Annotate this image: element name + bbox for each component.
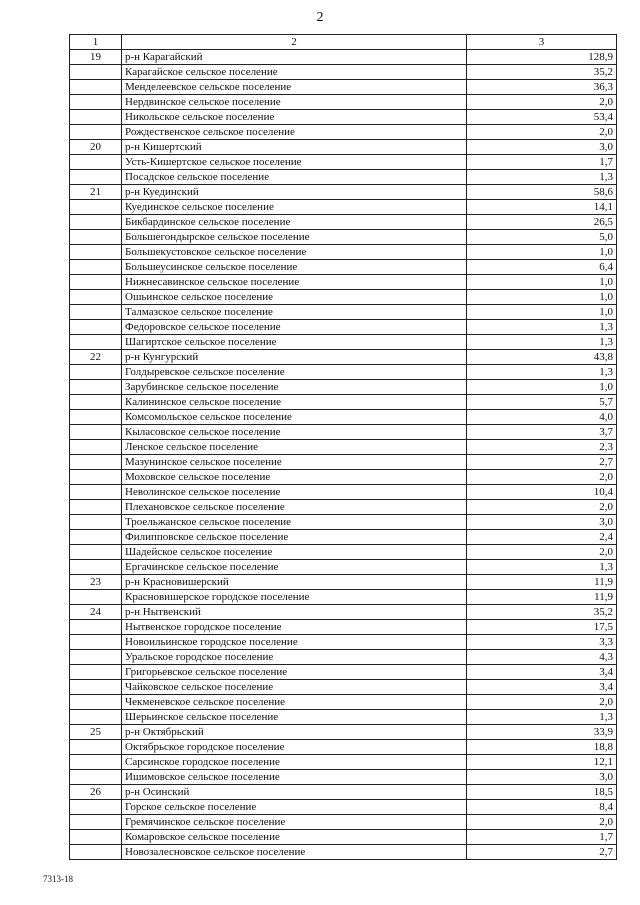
table-row xyxy=(70,560,617,575)
row-value: 4,3 xyxy=(467,650,617,665)
row-name: Новоильинское городское поселение xyxy=(122,635,467,650)
table-row xyxy=(70,755,617,770)
row-name: Шадейское сельское поселение xyxy=(122,545,467,560)
row-value: 1,0 xyxy=(467,380,617,395)
row-name: Комаровское сельское поселение xyxy=(122,830,467,845)
row-value: 6,4 xyxy=(467,260,617,275)
row-name: Горское сельское поселение xyxy=(122,800,467,815)
row-number xyxy=(70,425,122,440)
table-row xyxy=(70,830,617,845)
table-row xyxy=(70,95,617,110)
row-number xyxy=(70,710,122,725)
row-name: Ошьинское сельское поселение xyxy=(122,290,467,305)
table-row xyxy=(70,470,617,485)
row-name: Новозалесновское сельское поселение xyxy=(122,845,467,860)
header-col-3: 3 xyxy=(467,35,617,50)
row-name: р-н Красновишерский xyxy=(122,575,467,590)
table-row xyxy=(70,350,617,365)
row-number xyxy=(70,95,122,110)
table-row xyxy=(70,425,617,440)
table-row xyxy=(70,65,617,80)
row-number xyxy=(70,515,122,530)
row-name: Калининское сельское поселение xyxy=(122,395,467,410)
row-value: 11,9 xyxy=(467,590,617,605)
row-value: 53,4 xyxy=(467,110,617,125)
row-name: Уральское городское поселение xyxy=(122,650,467,665)
table-row xyxy=(70,365,617,380)
row-name: Неволинское сельское поселение xyxy=(122,485,467,500)
row-value: 35,2 xyxy=(467,65,617,80)
row-number: 20 xyxy=(70,140,122,155)
row-value: 1,3 xyxy=(467,335,617,350)
row-name: Григорьевское сельское поселение xyxy=(122,665,467,680)
row-value: 10,4 xyxy=(467,485,617,500)
table-row xyxy=(70,605,617,620)
row-value: 1,3 xyxy=(467,320,617,335)
row-name: Рождественское сельское поселение xyxy=(122,125,467,140)
row-number xyxy=(70,455,122,470)
row-number xyxy=(70,485,122,500)
row-name: Менделеевское сельское поселение xyxy=(122,80,467,95)
table-row xyxy=(70,530,617,545)
table-row xyxy=(70,380,617,395)
row-value: 1,3 xyxy=(467,365,617,380)
table-row xyxy=(70,260,617,275)
row-value: 2,7 xyxy=(467,455,617,470)
row-number: 21 xyxy=(70,185,122,200)
row-number xyxy=(70,80,122,95)
row-name: Октябрьское городское поселение xyxy=(122,740,467,755)
row-number: 24 xyxy=(70,605,122,620)
allocation-table xyxy=(69,34,617,860)
row-value: 1,0 xyxy=(467,245,617,260)
table-row xyxy=(70,140,617,155)
row-name: Мазунинское сельское поселение xyxy=(122,455,467,470)
table-row xyxy=(70,215,617,230)
row-value: 1,7 xyxy=(467,830,617,845)
row-number xyxy=(70,545,122,560)
row-name: р-н Нытвенский xyxy=(122,605,467,620)
row-name: Сарсинское городское поселение xyxy=(122,755,467,770)
row-value: 2,0 xyxy=(467,695,617,710)
row-value: 33,9 xyxy=(467,725,617,740)
row-number xyxy=(70,560,122,575)
row-number xyxy=(70,260,122,275)
row-value: 3,4 xyxy=(467,665,617,680)
row-name: Плехановское сельское поселение xyxy=(122,500,467,515)
row-name: Нижнесавинское сельское поселение xyxy=(122,275,467,290)
table-row xyxy=(70,815,617,830)
row-name: р-н Октябрьский xyxy=(122,725,467,740)
row-number xyxy=(70,290,122,305)
row-number xyxy=(70,845,122,860)
table-row xyxy=(70,590,617,605)
row-number xyxy=(70,365,122,380)
row-value: 1,3 xyxy=(467,170,617,185)
row-name: р-н Кишертский xyxy=(122,140,467,155)
table-row xyxy=(70,305,617,320)
table-row xyxy=(70,740,617,755)
table-row xyxy=(70,845,617,860)
row-number xyxy=(70,380,122,395)
table-row xyxy=(70,725,617,740)
row-value: 8,4 xyxy=(467,800,617,815)
row-value: 1,0 xyxy=(467,290,617,305)
row-number xyxy=(70,770,122,785)
row-number xyxy=(70,680,122,695)
row-number xyxy=(70,320,122,335)
row-value: 2,7 xyxy=(467,845,617,860)
table-row xyxy=(70,665,617,680)
row-value: 2,0 xyxy=(467,125,617,140)
row-value: 36,3 xyxy=(467,80,617,95)
header-col-2: 2 xyxy=(122,35,467,50)
row-number xyxy=(70,440,122,455)
row-number xyxy=(70,620,122,635)
row-name: Бикбардинское сельское поселение xyxy=(122,215,467,230)
table-row xyxy=(70,335,617,350)
row-value: 2,3 xyxy=(467,440,617,455)
row-name: Большеусинское сельское поселение xyxy=(122,260,467,275)
row-value: 35,2 xyxy=(467,605,617,620)
row-value: 128,9 xyxy=(467,50,617,65)
row-value: 3,0 xyxy=(467,770,617,785)
row-value: 3,0 xyxy=(467,515,617,530)
row-value: 58,6 xyxy=(467,185,617,200)
table-row xyxy=(70,440,617,455)
row-number: 22 xyxy=(70,350,122,365)
row-name: Гремячинское сельское поселение xyxy=(122,815,467,830)
row-value: 3,0 xyxy=(467,140,617,155)
row-number xyxy=(70,740,122,755)
row-name: р-н Карагайский xyxy=(122,50,467,65)
table-row xyxy=(70,710,617,725)
row-name: Посадское сельское поселение xyxy=(122,170,467,185)
row-name: Чайковское сельское поселение xyxy=(122,680,467,695)
page-number: 2 xyxy=(316,10,324,25)
row-name: Большегондырское сельское поселение xyxy=(122,230,467,245)
table-row xyxy=(70,125,617,140)
row-name: Чекменевское сельское поселение xyxy=(122,695,467,710)
row-value: 2,4 xyxy=(467,530,617,545)
row-name: Шагиртское сельское поселение xyxy=(122,335,467,350)
row-name: Комсомольское сельское поселение xyxy=(122,410,467,425)
row-value: 5,7 xyxy=(467,395,617,410)
row-number xyxy=(70,815,122,830)
row-number xyxy=(70,650,122,665)
row-name: Кыласовское сельское поселение xyxy=(122,425,467,440)
row-value: 1,0 xyxy=(467,275,617,290)
row-number xyxy=(70,245,122,260)
table-row xyxy=(70,110,617,125)
row-name: Ергачинское сельское поселение xyxy=(122,560,467,575)
row-number: 26 xyxy=(70,785,122,800)
row-value: 1,3 xyxy=(467,560,617,575)
row-name: Федоровское сельское поселение xyxy=(122,320,467,335)
row-number xyxy=(70,755,122,770)
row-number xyxy=(70,635,122,650)
table-row xyxy=(70,80,617,95)
row-value: 11,9 xyxy=(467,575,617,590)
row-number xyxy=(70,335,122,350)
row-number xyxy=(70,695,122,710)
document-code: 7313-18 xyxy=(43,874,73,884)
header-col-1: 1 xyxy=(70,35,122,50)
row-number xyxy=(70,470,122,485)
row-value: 1,7 xyxy=(467,155,617,170)
row-value: 26,5 xyxy=(467,215,617,230)
row-name: р-н Кунгурский xyxy=(122,350,467,365)
table-row xyxy=(70,545,617,560)
table-row xyxy=(70,770,617,785)
row-number: 25 xyxy=(70,725,122,740)
row-value: 12,1 xyxy=(467,755,617,770)
table-row xyxy=(70,650,617,665)
table-row xyxy=(70,50,617,65)
row-number xyxy=(70,800,122,815)
table-row xyxy=(70,410,617,425)
table-row xyxy=(70,455,617,470)
row-number: 19 xyxy=(70,50,122,65)
row-name: Никольское сельское поселение xyxy=(122,110,467,125)
table-row xyxy=(70,200,617,215)
row-name: Талмазское сельское поселение xyxy=(122,305,467,320)
row-number xyxy=(70,155,122,170)
row-value: 2,0 xyxy=(467,500,617,515)
row-number xyxy=(70,530,122,545)
row-value: 3,4 xyxy=(467,680,617,695)
row-name: Нытвенское городское поселение xyxy=(122,620,467,635)
row-value: 3,3 xyxy=(467,635,617,650)
row-number xyxy=(70,590,122,605)
row-number xyxy=(70,125,122,140)
row-name: Усть-Кишертское сельское поселение xyxy=(122,155,467,170)
table-row xyxy=(70,485,617,500)
row-name: Карагайское сельское поселение xyxy=(122,65,467,80)
row-number xyxy=(70,665,122,680)
row-name: р-н Осинский xyxy=(122,785,467,800)
row-name: р-н Куединский xyxy=(122,185,467,200)
row-value: 1,0 xyxy=(467,305,617,320)
row-number xyxy=(70,830,122,845)
row-number xyxy=(70,170,122,185)
row-name: Ишимовское сельское поселение xyxy=(122,770,467,785)
row-name: Зарубинское сельское поселение xyxy=(122,380,467,395)
row-name: Ленское сельское поселение xyxy=(122,440,467,455)
row-number xyxy=(70,200,122,215)
table-row xyxy=(70,275,617,290)
table-row xyxy=(70,185,617,200)
table-header-row xyxy=(70,35,617,50)
row-value: 18,5 xyxy=(467,785,617,800)
row-name: Голдыревское сельское поселение xyxy=(122,365,467,380)
row-name: Красновишерское городское поселение xyxy=(122,590,467,605)
row-value: 2,0 xyxy=(467,545,617,560)
table-row xyxy=(70,785,617,800)
row-number xyxy=(70,305,122,320)
row-value: 2,0 xyxy=(467,815,617,830)
table-row xyxy=(70,395,617,410)
table-row xyxy=(70,635,617,650)
row-name: Нердвинское сельское поселение xyxy=(122,95,467,110)
row-number xyxy=(70,275,122,290)
row-number xyxy=(70,110,122,125)
row-name: Большекустовское сельское поселение xyxy=(122,245,467,260)
row-number xyxy=(70,65,122,80)
row-number xyxy=(70,410,122,425)
row-number: 23 xyxy=(70,575,122,590)
table-row xyxy=(70,290,617,305)
row-number xyxy=(70,215,122,230)
table-row xyxy=(70,515,617,530)
row-value: 5,0 xyxy=(467,230,617,245)
row-value: 43,8 xyxy=(467,350,617,365)
table-row xyxy=(70,245,617,260)
row-number xyxy=(70,230,122,245)
table-row xyxy=(70,680,617,695)
row-value: 2,0 xyxy=(467,470,617,485)
row-name: Шерьинское сельское поселение xyxy=(122,710,467,725)
row-name: Филипповское сельское поселение xyxy=(122,530,467,545)
table-row xyxy=(70,230,617,245)
row-value: 14,1 xyxy=(467,200,617,215)
table-row xyxy=(70,800,617,815)
row-value: 17,5 xyxy=(467,620,617,635)
table-row xyxy=(70,500,617,515)
row-name: Куединское сельское поселение xyxy=(122,200,467,215)
row-value: 2,0 xyxy=(467,95,617,110)
row-name: Троельжанское сельское поселение xyxy=(122,515,467,530)
row-number xyxy=(70,500,122,515)
table-row xyxy=(70,695,617,710)
row-value: 1,3 xyxy=(467,710,617,725)
table-row xyxy=(70,170,617,185)
row-name: Моховское сельское поселение xyxy=(122,470,467,485)
table-row xyxy=(70,320,617,335)
row-value: 18,8 xyxy=(467,740,617,755)
row-value: 4,0 xyxy=(467,410,617,425)
table-row xyxy=(70,155,617,170)
row-value: 3,7 xyxy=(467,425,617,440)
row-number xyxy=(70,395,122,410)
table-row xyxy=(70,575,617,590)
table-row xyxy=(70,620,617,635)
